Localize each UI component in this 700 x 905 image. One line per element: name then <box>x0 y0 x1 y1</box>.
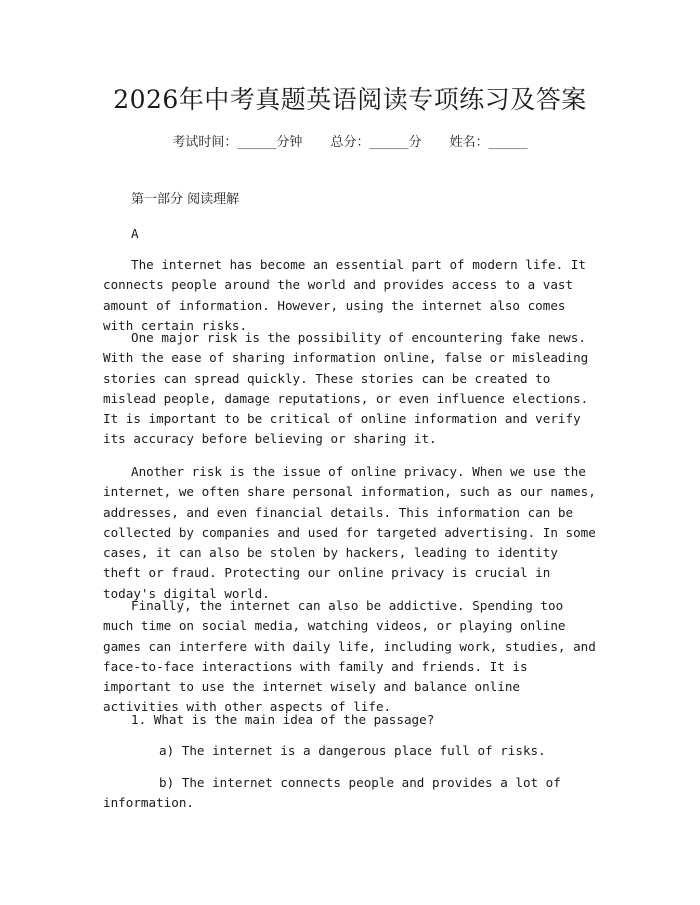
document-title: 2026年中考真题英语阅读专项练习及答案 <box>113 85 587 114</box>
passage-paragraph: Finally, the internet can also be addictive. Spending too much time on social media, watching videos, or playing online games can interfere with daily life, including work, studies, and face-to-face interactions with family and friends. It is important to use the internet wisely and balance online activities with other aspects of life. <box>103 598 596 715</box>
exam-time-field: 考试时间：______分钟 <box>172 135 303 150</box>
question-stem: 1. What is the main idea of the passage? <box>131 712 435 727</box>
passage-paragraph: Another risk is the issue of online privacy. When we use the internet, we often share personal information, such as our names, addresses, and even financial details. This information can be collected by companies and used for targeted advertising. In some cases, it can also be stolen by hackers, leading to identity theft or fraud. Protecting our online privacy is crucial in today's digital world. <box>103 464 596 601</box>
passage-paragraph: The internet has become an essential part of modern life. It connects people around the world and provides access to a vast amount of information. However, using the internet also comes with certain risks. <box>103 257 586 333</box>
answer-option: a) The internet is a dangerous place full of risks. <box>159 743 546 758</box>
answer-option: b) The internet connects people and provides a lot of information. <box>103 775 561 811</box>
passage-paragraph: One major risk is the possibility of encountering fake news. With the ease of sharing information online, false or misleading stories can spread quickly. These stories can be created to mislead people, damage reputations, or even influence elections. It is important to be critical of online information and verify its accuracy before believing or sharing it. <box>103 330 589 447</box>
exam-meta <box>0 131 700 150</box>
passage-label: A <box>131 226 139 241</box>
section-heading: 第一部分 阅读理解 <box>131 192 240 207</box>
total-score-field: 总分：______分 <box>330 135 422 150</box>
student-name-field: 姓名：______ <box>449 135 528 150</box>
